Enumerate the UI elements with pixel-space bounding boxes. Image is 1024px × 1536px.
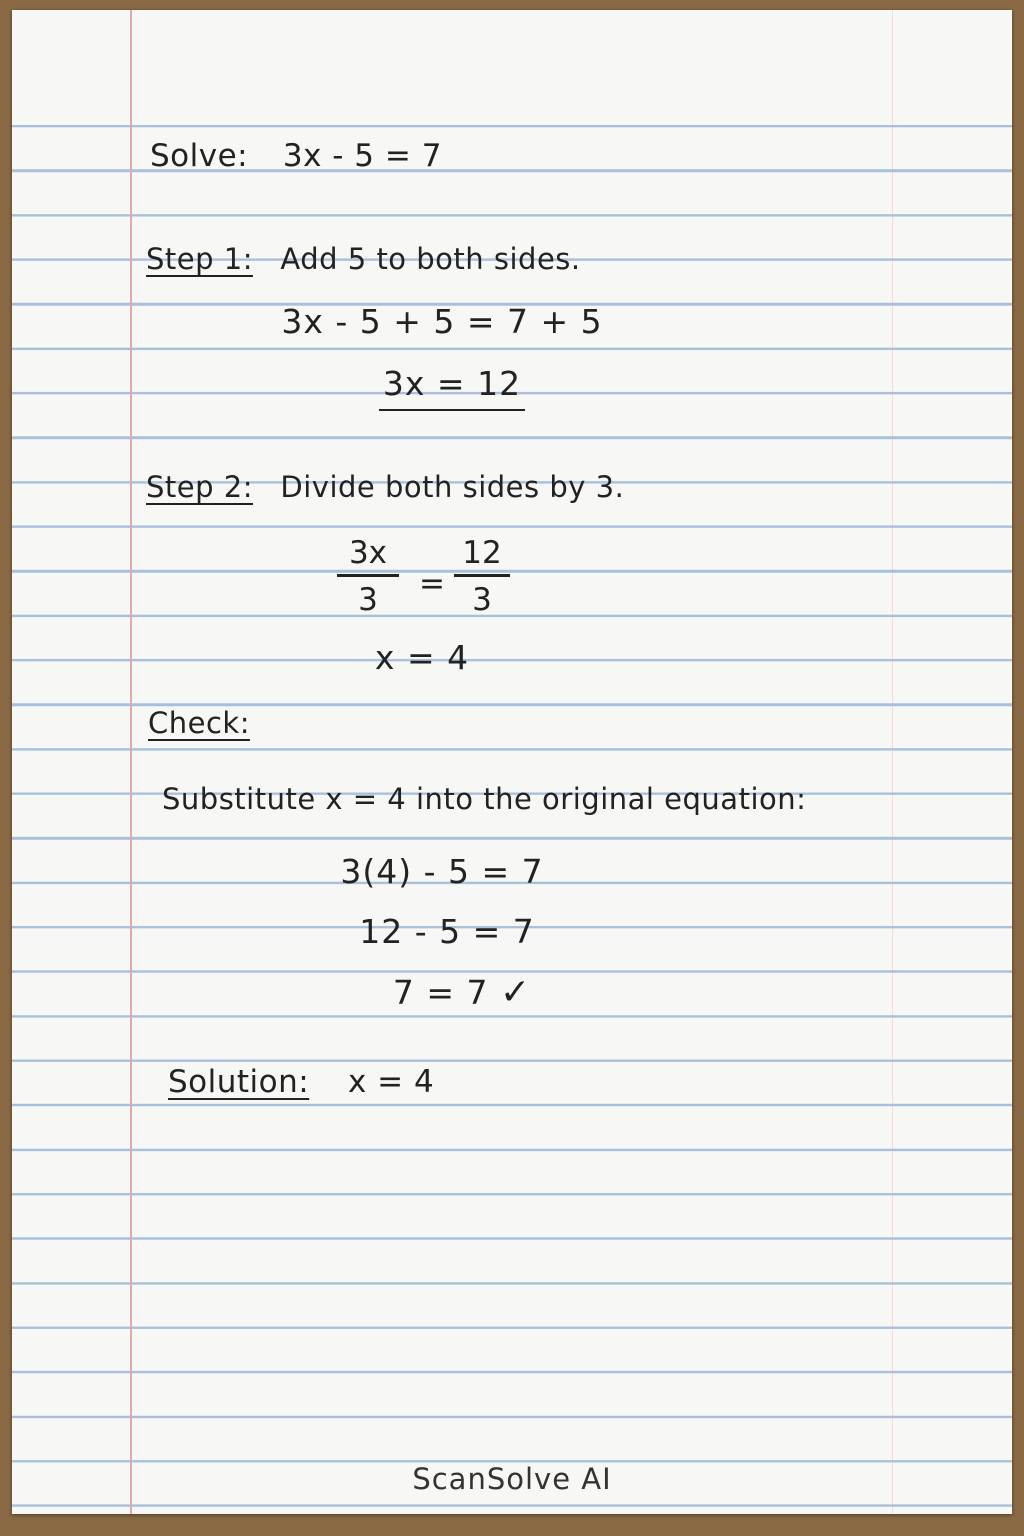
red-margin-line	[130, 10, 132, 1514]
checkmark-icon: ✓	[499, 972, 532, 1013]
fraction-right-denominator: 3	[472, 581, 492, 618]
step1-result: 3x = 12	[379, 364, 525, 411]
fraction-right	[454, 534, 510, 619]
step1-equation-1: 3x - 5 + 5 = 7 + 5	[281, 302, 603, 341]
right-margin-line	[892, 10, 893, 1514]
step2-result: x = 4	[374, 638, 470, 677]
fraction-left-denominator: 3	[358, 581, 378, 618]
solution-label: Solution:	[168, 1064, 310, 1100]
check-label: Check:	[148, 706, 250, 740]
fraction-right-bar	[454, 574, 510, 577]
step1-text: Add 5 to both sides.	[280, 242, 581, 276]
step2-line	[146, 470, 624, 504]
step2-text: Divide both sides by 3.	[280, 470, 625, 504]
notebook-paper	[12, 10, 1012, 1514]
check-equation-1: 3(4) - 5 = 7	[340, 852, 544, 891]
check-equation-3: 7 = 7	[392, 973, 489, 1012]
check-equation-3-row	[372, 972, 552, 1013]
step1-label: Step 1:	[146, 242, 253, 276]
problem-equation: 3x - 5 = 7	[282, 138, 442, 174]
problem-line	[150, 138, 442, 174]
step1-equation-2	[357, 364, 547, 403]
fraction-equals-sign: =	[419, 566, 445, 602]
fraction-left	[337, 534, 399, 619]
fraction-left-numerator: 3x	[348, 535, 388, 571]
solution-line	[168, 1064, 434, 1100]
brand-footer: ScanSolve AI	[412, 1462, 612, 1496]
step2-label: Step 2:	[146, 470, 253, 504]
problem-label: Solve:	[150, 138, 249, 174]
solution-value: x = 4	[347, 1064, 435, 1100]
check-heading	[148, 706, 250, 740]
step1-line	[146, 242, 581, 276]
check-text: Substitute x = 4 into the original equation:	[162, 782, 807, 816]
fraction-left-bar	[337, 574, 399, 577]
fraction-right-numerator: 12	[462, 535, 502, 571]
check-equation-2: 12 - 5 = 7	[359, 912, 535, 951]
